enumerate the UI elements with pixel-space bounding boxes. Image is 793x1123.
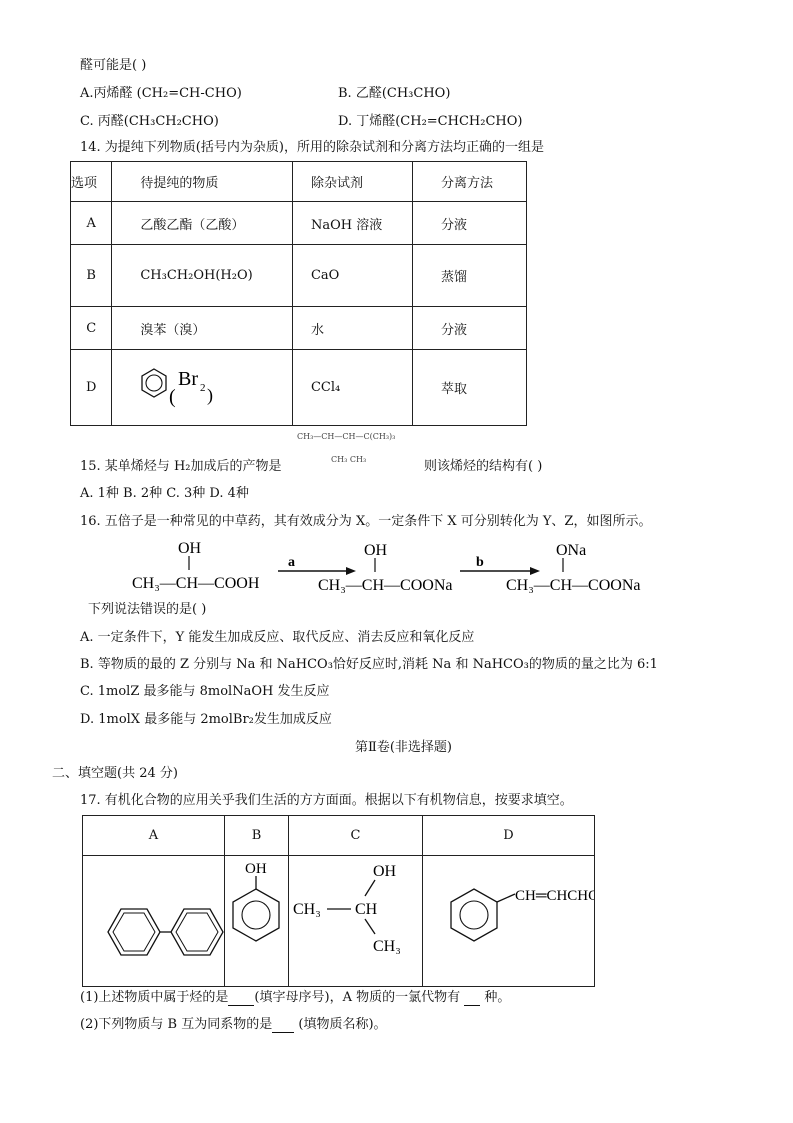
q14-row-d-option: D xyxy=(71,350,112,426)
q14-row-d-br: Br xyxy=(178,367,199,390)
q14-row-d-method: 萃取 xyxy=(412,350,526,426)
table-row xyxy=(71,307,527,350)
q17-sub2-text-a: (2)下列物质与 B 互为同系物的是 xyxy=(80,1017,273,1032)
q17-structure-c xyxy=(289,856,423,987)
q14-row-d-lparen: ( xyxy=(169,385,177,408)
q17-b-oh: OH xyxy=(245,861,267,877)
q16-z-ona: ONa xyxy=(556,542,587,559)
q14-row-c-option: C xyxy=(71,307,112,350)
q14-header-row xyxy=(71,162,527,202)
q17-d-chain: CH═CHCHO xyxy=(515,888,594,904)
q14-row-a-substance: 乙酸乙酯（乙酸） xyxy=(112,202,293,245)
q16-option-a: A. 一定条件下，Y 能发生加成反应、取代反应、消去反应和氧化反应 xyxy=(80,630,475,645)
q14-header-method: 分离方法 xyxy=(412,162,526,202)
cinnamaldehyde-structure xyxy=(423,856,594,982)
table-row xyxy=(83,856,595,987)
benzene-bromine-structure xyxy=(140,361,260,411)
q14-stem: 14. 为提纯下列物质(括号内为杂质)，所用的除杂试剂和分离方法均正确的一组是 xyxy=(80,140,544,155)
isopropanol-structure xyxy=(289,856,422,982)
section-heading: 二、填空题(共 24 分) xyxy=(52,766,178,781)
q16-stem: 16. 五倍子是一种常见的中草药，其有效成分为 X。一定条件下 X 可分别转化为 Y、Z，如图所示。 xyxy=(80,514,652,529)
q17-sub2-blank[interactable] xyxy=(272,1017,294,1033)
q16-reaction-scheme xyxy=(120,536,680,598)
q14-header-reagent: 除杂试剂 xyxy=(292,162,412,202)
q17-c-ch: CH xyxy=(355,901,378,918)
q14-row-b-option: B xyxy=(71,245,112,307)
q14-header-substance: 待提纯的物质 xyxy=(112,162,293,202)
q17-stem: 17. 有机化合物的应用关乎我们生活的方方面面。根据以下有机物信息，按要求填空。 xyxy=(80,793,573,808)
q17-table xyxy=(82,815,595,987)
q16-option-c: C. 1molZ 最多能与 8molNaOH 发生反应 xyxy=(80,684,330,699)
q17-sub2 xyxy=(80,1013,387,1033)
q17-c-ch3-bottom: CH₃ xyxy=(373,938,401,955)
q16-x-formula: CH₃—CH—COOH xyxy=(132,575,260,592)
q17-header-b: B xyxy=(225,816,289,856)
q17-sub2-text-b: (填物质名称)。 xyxy=(298,1017,387,1032)
q17-sub1-text-a: (1)上述物质中属于烃的是 xyxy=(80,990,229,1005)
q14-header-option: 选项 xyxy=(71,162,112,202)
q16-option-b: B. 等物质的最的 Z 分别与 Na 和 NaHCO₃恰好反应时,消耗 Na 和 NaHCO₃的物质的量之比为 6:1 xyxy=(80,657,658,672)
q16-z-formula: CH₃—CH—COONa xyxy=(506,577,641,594)
q17-c-oh: OH xyxy=(373,863,397,880)
q17-sub1-text-c: 种。 xyxy=(484,990,511,1005)
q16-y-formula: CH₃—CH—COONa xyxy=(318,577,453,594)
q14-row-a-method: 分液 xyxy=(412,202,526,245)
q17-sub1-blank-2[interactable] xyxy=(464,990,480,1006)
table-row xyxy=(71,245,527,307)
q14-row-c-substance: 溴苯（溴） xyxy=(112,307,293,350)
q15-formula-bottom: CH₃ CH₃ xyxy=(331,455,367,464)
q17-header-row xyxy=(83,816,595,856)
q17-header-d: D xyxy=(423,816,595,856)
q15-stem: 15. 某单烯烃与 H₂加成后的产物是 xyxy=(80,459,282,474)
q14-row-d-substance xyxy=(112,350,293,426)
biphenyl-structure xyxy=(83,856,224,982)
q17-c-ch3-left: CH₃ xyxy=(293,901,321,918)
q14-row-a-option: A xyxy=(71,202,112,245)
table-row xyxy=(71,350,527,426)
q14-row-b-method: 蒸馏 xyxy=(412,245,526,307)
q15-options: A. 1种 B. 2种 C. 3种 D. 4种 xyxy=(80,486,249,501)
q17-header-c: C xyxy=(289,816,423,856)
q13-option-a: A.丙烯醛 (CH₂=CH-CHO) xyxy=(80,86,242,101)
q15-formula-top: CH₃—CH—CH—C(CH₃)₃ xyxy=(297,432,396,441)
q13-option-b: B. 乙醛(CH₃CHO) xyxy=(338,86,451,101)
q14-row-c-method: 分液 xyxy=(412,307,526,350)
phenol-structure xyxy=(225,856,288,982)
q14-row-c-reagent: 水 xyxy=(292,307,412,350)
q16-arrow-b-label: b xyxy=(476,555,484,570)
q16-option-d: D. 1molX 最多能与 2molBr₂发生加成反应 xyxy=(80,712,332,727)
q14-row-d-sub2: 2 xyxy=(200,381,206,394)
q14-row-a-reagent: NaOH 溶液 xyxy=(292,202,412,245)
q16-x-oh: OH xyxy=(178,540,202,557)
q14-row-b-reagent: CaO xyxy=(292,245,412,307)
q17-sub1-blank-1[interactable] xyxy=(228,990,254,1006)
q13-option-d: D. 丁烯醛(CH₂=CHCH₂CHO) xyxy=(338,114,523,129)
q14-row-b-substance: CH₃CH₂OH(H₂O) xyxy=(112,245,293,307)
q16-y-oh: OH xyxy=(364,542,388,559)
q13-option-c: C. 丙醛(CH₃CH₂CHO) xyxy=(80,114,219,129)
q17-sub1 xyxy=(80,986,510,1006)
q14-table xyxy=(70,161,527,426)
q17-sub1-text-b: (填字母序号)，A 物质的一氯代物有 xyxy=(254,990,461,1005)
q17-structure-b xyxy=(225,856,289,987)
q17-structure-a xyxy=(83,856,225,987)
table-row xyxy=(71,202,527,245)
q14-row-d-rparen: ) xyxy=(207,384,214,405)
q16-arrow-a-label: a xyxy=(288,555,295,570)
q15-tail: 则该烯烃的结构有( ) xyxy=(424,459,543,474)
q17-structure-d xyxy=(423,856,595,987)
q16-question: 下列说法错误的是( ) xyxy=(88,602,207,617)
q17-header-a: A xyxy=(83,816,225,856)
q14-row-d-reagent: CCl₄ xyxy=(292,350,412,426)
q13-tail: 醛可能是( ) xyxy=(80,58,147,73)
part2-heading: 第Ⅱ卷(非选择题) xyxy=(355,740,452,755)
